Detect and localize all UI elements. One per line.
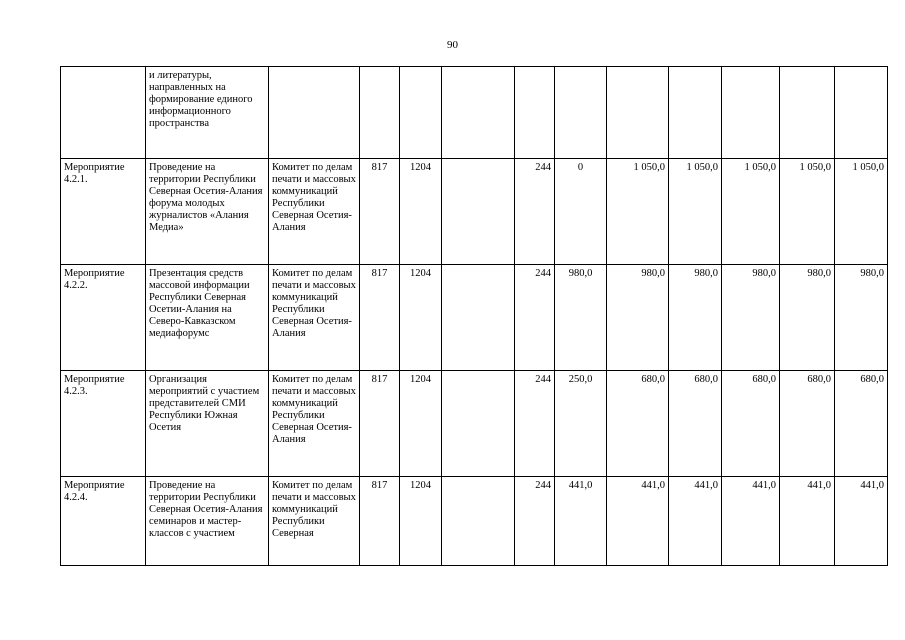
amount-year2-cell: 1 050,0 xyxy=(607,159,669,265)
executor-cell: Комитет по делам печати и массовых коммуникаций Республики Северная Осетия-Алания xyxy=(269,265,360,371)
amount-year3-cell: 980,0 xyxy=(669,265,722,371)
target-article-cell xyxy=(442,265,515,371)
amount-year6-cell xyxy=(835,67,888,159)
amount-year3-cell: 441,0 xyxy=(669,477,722,566)
amount-year6-cell: 680,0 xyxy=(835,371,888,477)
grbs-code-cell: 817 xyxy=(360,371,400,477)
expense-type-cell xyxy=(515,67,555,159)
budget-table xyxy=(60,66,888,566)
amount-year1-cell: 980,0 xyxy=(555,265,607,371)
amount-year5-cell: 1 050,0 xyxy=(780,159,835,265)
table-row xyxy=(61,67,888,159)
amount-year5-cell: 980,0 xyxy=(780,265,835,371)
executor-cell: Комитет по делам печати и массовых коммуникаций Республики Северная Осетия-Алания xyxy=(269,159,360,265)
amount-year3-cell: 680,0 xyxy=(669,371,722,477)
amount-year4-cell: 980,0 xyxy=(722,265,780,371)
measure-name-cell: Проведение на территории Республики Северная Осетия-Алания форума молодых журналистов «Алания Медиа» xyxy=(146,159,269,265)
expense-type-cell: 244 xyxy=(515,159,555,265)
table-row xyxy=(61,265,888,371)
section-code-cell: 1204 xyxy=(400,477,442,566)
amount-year5-cell: 441,0 xyxy=(780,477,835,566)
table-row xyxy=(61,477,888,566)
amount-year2-cell: 441,0 xyxy=(607,477,669,566)
table-row xyxy=(61,371,888,477)
amount-year4-cell xyxy=(722,67,780,159)
section-code-cell: 1204 xyxy=(400,371,442,477)
amount-year1-cell: 0 xyxy=(555,159,607,265)
amount-year3-cell: 1 050,0 xyxy=(669,159,722,265)
grbs-code-cell: 817 xyxy=(360,159,400,265)
amount-year5-cell: 680,0 xyxy=(780,371,835,477)
target-article-cell xyxy=(442,371,515,477)
grbs-code-cell: 817 xyxy=(360,477,400,566)
grbs-code-cell xyxy=(360,67,400,159)
page-number: 90 xyxy=(447,39,458,51)
amount-year4-cell: 680,0 xyxy=(722,371,780,477)
executor-cell: Комитет по делам печати и массовых коммуникаций Республики Северная xyxy=(269,477,360,566)
amount-year1-cell xyxy=(555,67,607,159)
measure-id-cell: Мероприятие 4.2.1. xyxy=(61,159,146,265)
measure-name-cell: Проведение на территории Республики Северная Осетия-Алания семинаров и мастер-классов с участием xyxy=(146,477,269,566)
target-article-cell xyxy=(442,67,515,159)
table-row xyxy=(61,159,888,265)
executor-cell: Комитет по делам печати и массовых коммуникаций Республики Северная Осетия-Алания xyxy=(269,371,360,477)
section-code-cell xyxy=(400,67,442,159)
measure-name-cell: Организация мероприятий с участием представителей СМИ Республики Южная Осетия xyxy=(146,371,269,477)
grbs-code-cell: 817 xyxy=(360,265,400,371)
target-article-cell xyxy=(442,477,515,566)
amount-year6-cell: 441,0 xyxy=(835,477,888,566)
executor-cell xyxy=(269,67,360,159)
amount-year5-cell xyxy=(780,67,835,159)
section-code-cell: 1204 xyxy=(400,159,442,265)
measure-name-cell: Презентация средств массовой информации Республики Северная Осетии-Алания на Северо-Кавказском медиафорумс xyxy=(146,265,269,371)
measure-name-cell: и литературы, направленных на формирование единого информационного пространства xyxy=(146,67,269,159)
measure-id-cell: Мероприятие 4.2.2. xyxy=(61,265,146,371)
amount-year2-cell xyxy=(607,67,669,159)
section-code-cell: 1204 xyxy=(400,265,442,371)
amount-year4-cell: 1 050,0 xyxy=(722,159,780,265)
expense-type-cell: 244 xyxy=(515,265,555,371)
measure-id-cell xyxy=(61,67,146,159)
expense-type-cell: 244 xyxy=(515,371,555,477)
amount-year4-cell: 441,0 xyxy=(722,477,780,566)
amount-year2-cell: 680,0 xyxy=(607,371,669,477)
amount-year2-cell: 980,0 xyxy=(607,265,669,371)
target-article-cell xyxy=(442,159,515,265)
amount-year6-cell: 1 050,0 xyxy=(835,159,888,265)
measure-id-cell: Мероприятие 4.2.4. xyxy=(61,477,146,566)
expense-type-cell: 244 xyxy=(515,477,555,566)
amount-year6-cell: 980,0 xyxy=(835,265,888,371)
measure-id-cell: Мероприятие 4.2.3. xyxy=(61,371,146,477)
amount-year1-cell: 441,0 xyxy=(555,477,607,566)
amount-year1-cell: 250,0 xyxy=(555,371,607,477)
amount-year3-cell xyxy=(669,67,722,159)
